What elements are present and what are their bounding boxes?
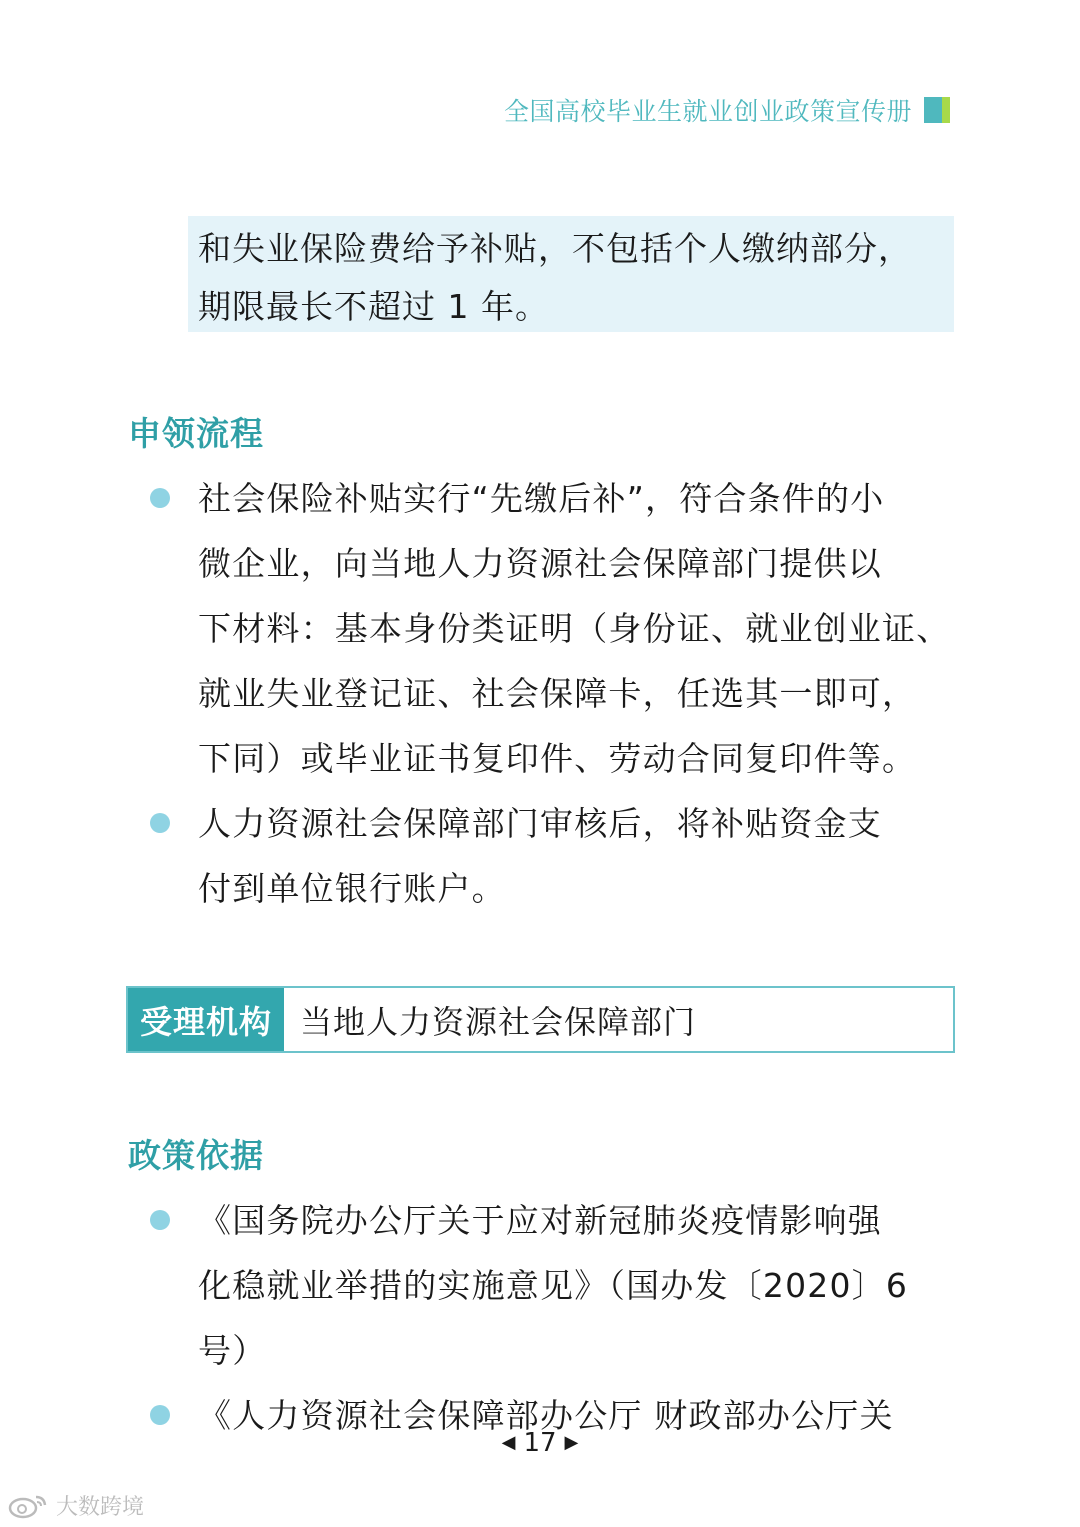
page-header: [504, 92, 954, 128]
basis-list: [150, 1188, 956, 1448]
bullet-line: 微企业，向当地人力资源社会保障部门提供以: [198, 544, 882, 583]
square-mark-icon: [924, 95, 954, 125]
bullet-dot-icon: [150, 1405, 170, 1425]
basis-heading: 政策依据: [128, 1136, 264, 1175]
bullet-line: 社会保险补贴实行“先缴后补”，符合条件的小: [198, 479, 885, 518]
page-number: [0, 1428, 1080, 1458]
bullet-line: 《国务院办公厅关于应对新冠肺炎疫情影响强: [198, 1201, 882, 1240]
bullet-dot-icon: [150, 488, 170, 508]
bullet-line: 化稳就业举措的实施意见》（国办发〔2020〕6 号）: [198, 1266, 909, 1370]
intro-line: 和失业保险费给予补贴，不包括个人缴纳部分，: [198, 229, 912, 268]
process-heading: 申领流程: [128, 414, 264, 453]
watermark: [8, 1490, 144, 1521]
bullet-line: 付到单位银行账户。: [198, 869, 506, 908]
process-list: [150, 466, 956, 921]
agency-label: 受理机构: [128, 988, 284, 1051]
bullet-line: 下材料：基本身份类证明（身份证、就业创业证、: [198, 609, 951, 648]
bullet-line: 《人力资源社会保障部办公厅 财政部办公厅关: [198, 1396, 894, 1435]
watermark-text: 大数跨境: [56, 1495, 145, 1520]
list-item: [150, 791, 956, 921]
bullet-dot-icon: [150, 1210, 170, 1230]
intro-line: 期限最长不超过 1 年。: [198, 287, 549, 326]
left-arrow-icon: ◀: [501, 1432, 516, 1453]
page-number-value: 17: [523, 1428, 557, 1458]
agency-value: 当地人力资源社会保障部门: [300, 1002, 697, 1041]
intro-block: [188, 216, 954, 332]
weibo-logo-icon: [8, 1493, 50, 1519]
bullet-dot-icon: [150, 813, 170, 833]
agency-box: [126, 986, 955, 1053]
list-item: [150, 466, 956, 791]
bullet-line: 下同）或毕业证书复印件、劳动合同复印件等。: [198, 739, 917, 778]
right-arrow-icon: ▶: [564, 1432, 579, 1453]
brochure-title: 全国高校毕业生就业创业政策宣传册: [503, 97, 912, 126]
bullet-line: 就业失业登记证、社会保障卡，任选其一即可，: [198, 674, 917, 713]
list-item: [150, 1188, 956, 1383]
bullet-line: 人力资源社会保障部门审核后，将补贴资金支: [198, 804, 882, 843]
